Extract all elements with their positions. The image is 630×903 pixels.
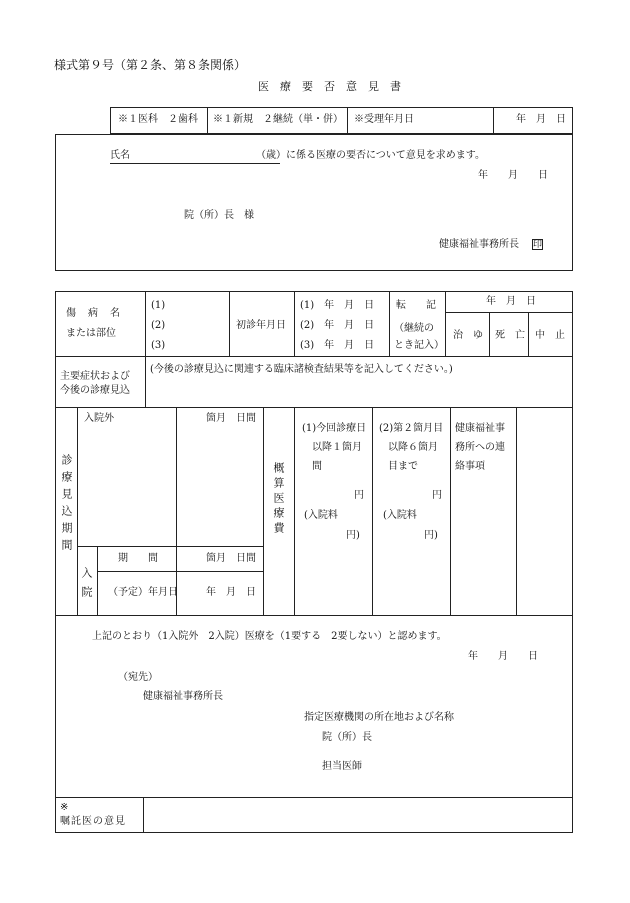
facility-label: 指定医療機関の所在地および名称 xyxy=(304,712,454,723)
cost-col1-line1: (1)今回診療日 xyxy=(302,423,367,434)
planned-date-label: （予定）年月日 xyxy=(108,587,178,598)
outcome-stopped[interactable]: 中 止 xyxy=(535,330,565,341)
outpatient-months[interactable]: 箇月 日間 xyxy=(206,413,256,424)
disease-label-2: または部位 xyxy=(66,328,116,339)
cost-col2-line3: 目まで xyxy=(388,461,418,472)
footer-mark: ※ xyxy=(60,802,69,813)
disease-item-2[interactable]: (2) xyxy=(151,320,166,331)
symptoms-label-2: 今後の診療見込 xyxy=(60,385,130,396)
cost-col2-line2: 以降６箇月 xyxy=(388,442,438,453)
received-date[interactable]: 年 月 日 xyxy=(516,114,566,125)
contact-line2: 務所への連 xyxy=(455,442,505,453)
addressee-office-head: 健康福祉事務所長 xyxy=(143,691,223,702)
seal-icon: 印 xyxy=(533,240,543,250)
first-visit-label: 初診年月日 xyxy=(236,320,286,331)
planned-date[interactable]: 年 月 日 xyxy=(206,587,256,598)
contact-line3: 絡事項 xyxy=(455,461,485,472)
cost-col2-inpatient: (入院料 xyxy=(383,510,417,521)
period-label: 診療見込期間 xyxy=(60,454,73,556)
form-title: 医 療 要 否 意 見 書 xyxy=(258,80,401,93)
transfer-label: 転 記 xyxy=(396,300,436,311)
outcome-died[interactable]: 死 亡 xyxy=(495,330,525,341)
cost-col1-yen[interactable]: 円 xyxy=(354,490,364,501)
cost-col1-inpatient-yen[interactable]: 円) xyxy=(346,530,360,541)
disease-label: 傷 病 名 xyxy=(66,308,121,319)
first-visit-date-1[interactable]: (1) 年 月 日 xyxy=(300,300,375,311)
received-label: ※受理年月日 xyxy=(354,114,414,125)
name-label: 氏名 xyxy=(110,150,130,161)
outcome-cured[interactable]: 治 ゆ xyxy=(453,330,483,341)
dept-choice[interactable]: ※１医科 ２歯科 xyxy=(118,114,198,125)
symptoms-label: 主要症状および xyxy=(60,371,130,382)
disease-item-1[interactable]: (1) xyxy=(151,300,166,311)
first-visit-date-3[interactable]: (3) 年 月 日 xyxy=(300,340,375,351)
first-visit-date-2[interactable]: (2) 年 月 日 xyxy=(300,320,375,331)
addressee-director: 院（所）長 様 xyxy=(184,210,254,221)
cost-col1-inpatient: (入院料 xyxy=(304,510,338,521)
inpatient-label: 入院 xyxy=(80,567,93,605)
age-request-text: （歳）に係る医療の要否について意見を求めます。 xyxy=(256,150,485,161)
disease-item-3[interactable]: (3) xyxy=(151,340,166,351)
outcome-date[interactable]: 年 月 日 xyxy=(486,296,536,307)
transfer-sub-label: （継続の とき記入） xyxy=(394,323,444,351)
doctor-label: 担当医師 xyxy=(322,761,362,772)
approval-date[interactable]: 年 月 日 xyxy=(468,651,538,662)
request-date[interactable]: 年 月 日 xyxy=(478,170,548,181)
footer-label: 嘱託医の意見 xyxy=(60,816,126,827)
period-header: 期 間 xyxy=(118,553,158,564)
symptoms-note[interactable]: (今後の診療見込に関連する臨床諸検査結果等を記入してください。) xyxy=(150,364,453,375)
form-number: 様式第９号（第２条、第８条関係） xyxy=(54,58,247,72)
approval-text: 上記のとおり（1入院外 2入院）医療を（1要する 2要しない）と認めます。 xyxy=(92,631,447,642)
type-choice[interactable]: ※１新規 ２継続（単・併） xyxy=(213,114,343,125)
outpatient-label: 入院外 xyxy=(84,413,114,424)
inpatient-months[interactable]: 箇月 日間 xyxy=(206,553,256,564)
cost-col2-line1: (2)第２箇月目 xyxy=(379,423,444,434)
cost-label: 概算医療費 xyxy=(272,462,285,537)
office-head: 健康福祉事務所長 xyxy=(439,239,519,250)
cost-col2-inpatient-yen[interactable]: 円) xyxy=(424,530,438,541)
contact-line1: 健康福祉事 xyxy=(455,423,505,434)
cost-col1-line2: 以降１箇月 xyxy=(312,442,362,453)
addressee: （宛先） xyxy=(118,672,158,683)
cost-col2-yen[interactable]: 円 xyxy=(432,490,442,501)
cost-col1-line3: 間 xyxy=(312,461,322,472)
director-label: 院（所）長 xyxy=(322,732,372,743)
